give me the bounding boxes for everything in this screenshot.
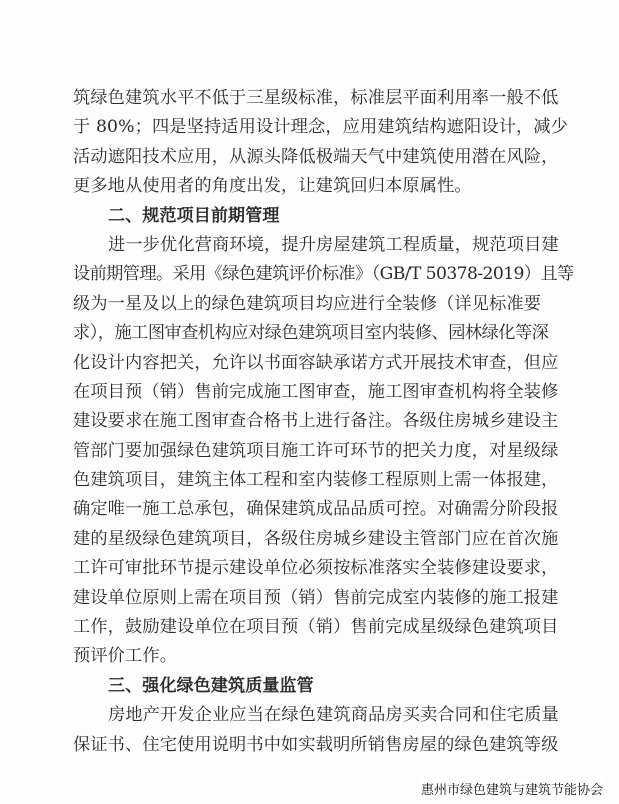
body-line: 工作，鼓励建设单位在项目预（销）售前完成星级绿色建筑项目 bbox=[73, 617, 559, 638]
body-line: 化设计内容把关，允许以书面容缺承诺方式开展技术审查，但应 bbox=[73, 352, 559, 373]
body-line: 建设要求在施工图审查合格书上进行备注。各级住房城乡建设主 bbox=[73, 411, 559, 432]
section-heading-2: 二、规范项目前期管理 bbox=[108, 205, 280, 226]
body-line: 更多地从使用者的角度出发，让建筑回归本原属性。 bbox=[73, 176, 472, 197]
body-line: 保证书、住宅使用说明书中如实载明所销售房屋的绿色建筑等级 bbox=[73, 734, 559, 755]
body-line: 于 80%；四是坚持适用设计理念，应用建筑结构遮阳设计，减少 bbox=[73, 117, 569, 138]
body-line: 设前期管理。采用《绿色建筑评价标准》（GB/T 50378-2019）且等 bbox=[73, 264, 574, 285]
watermark-footer: 惠州市绿色建筑与建筑节能协会 bbox=[419, 778, 605, 799]
body-line: 在项目预（销）售前完成施工图审查，施工图审查机构将全装修 bbox=[73, 381, 559, 402]
body-line: 房地产开发企业应当在绿色建筑商品房买卖合同和住宅质量 bbox=[108, 705, 559, 726]
body-line: 建设单位原则上需在项目预（销）售前完成室内装修的施工报建 bbox=[73, 587, 559, 608]
body-line: 级为一星及以上的绿色建筑项目均应进行全装修（详见标准要 bbox=[73, 293, 542, 314]
document-body bbox=[73, 84, 574, 760]
section-heading-3: 三、强化绿色建筑质量监管 bbox=[108, 675, 314, 696]
body-line: 管部门要加强绿色建筑项目施工许可环节的把关力度，对星级绿 bbox=[73, 440, 559, 461]
body-line: 工许可审批环节提示建设单位必须按标准落实全装修建设要求， bbox=[73, 558, 559, 579]
body-line: 确定唯一施工总承包，确保建筑成品品质可控。对确需分阶段报 bbox=[73, 499, 559, 520]
body-line: 求），施工图审查机构应对绿色建筑项目室内装修、园林绿化等深 bbox=[73, 323, 549, 344]
body-line: 建的星级绿色建筑项目，各级住房城乡建设主管部门应在首次施 bbox=[73, 528, 559, 549]
body-line: 筑绿色建筑水平不低于三星级标准，标准层平面利用率一般不低 bbox=[73, 88, 559, 108]
body-line: 进一步优化营商环境，提升房屋建筑工程质量，规范项目建 bbox=[108, 234, 559, 255]
body-line: 预评价工作。 bbox=[73, 646, 178, 667]
body-line: 色建筑项目，建筑主体工程和室内装修工程原则上需一体报建， bbox=[73, 470, 559, 491]
body-line: 活动遮阳技术应用，从源头降低极端天气中建筑使用潜在风险， bbox=[73, 146, 559, 167]
